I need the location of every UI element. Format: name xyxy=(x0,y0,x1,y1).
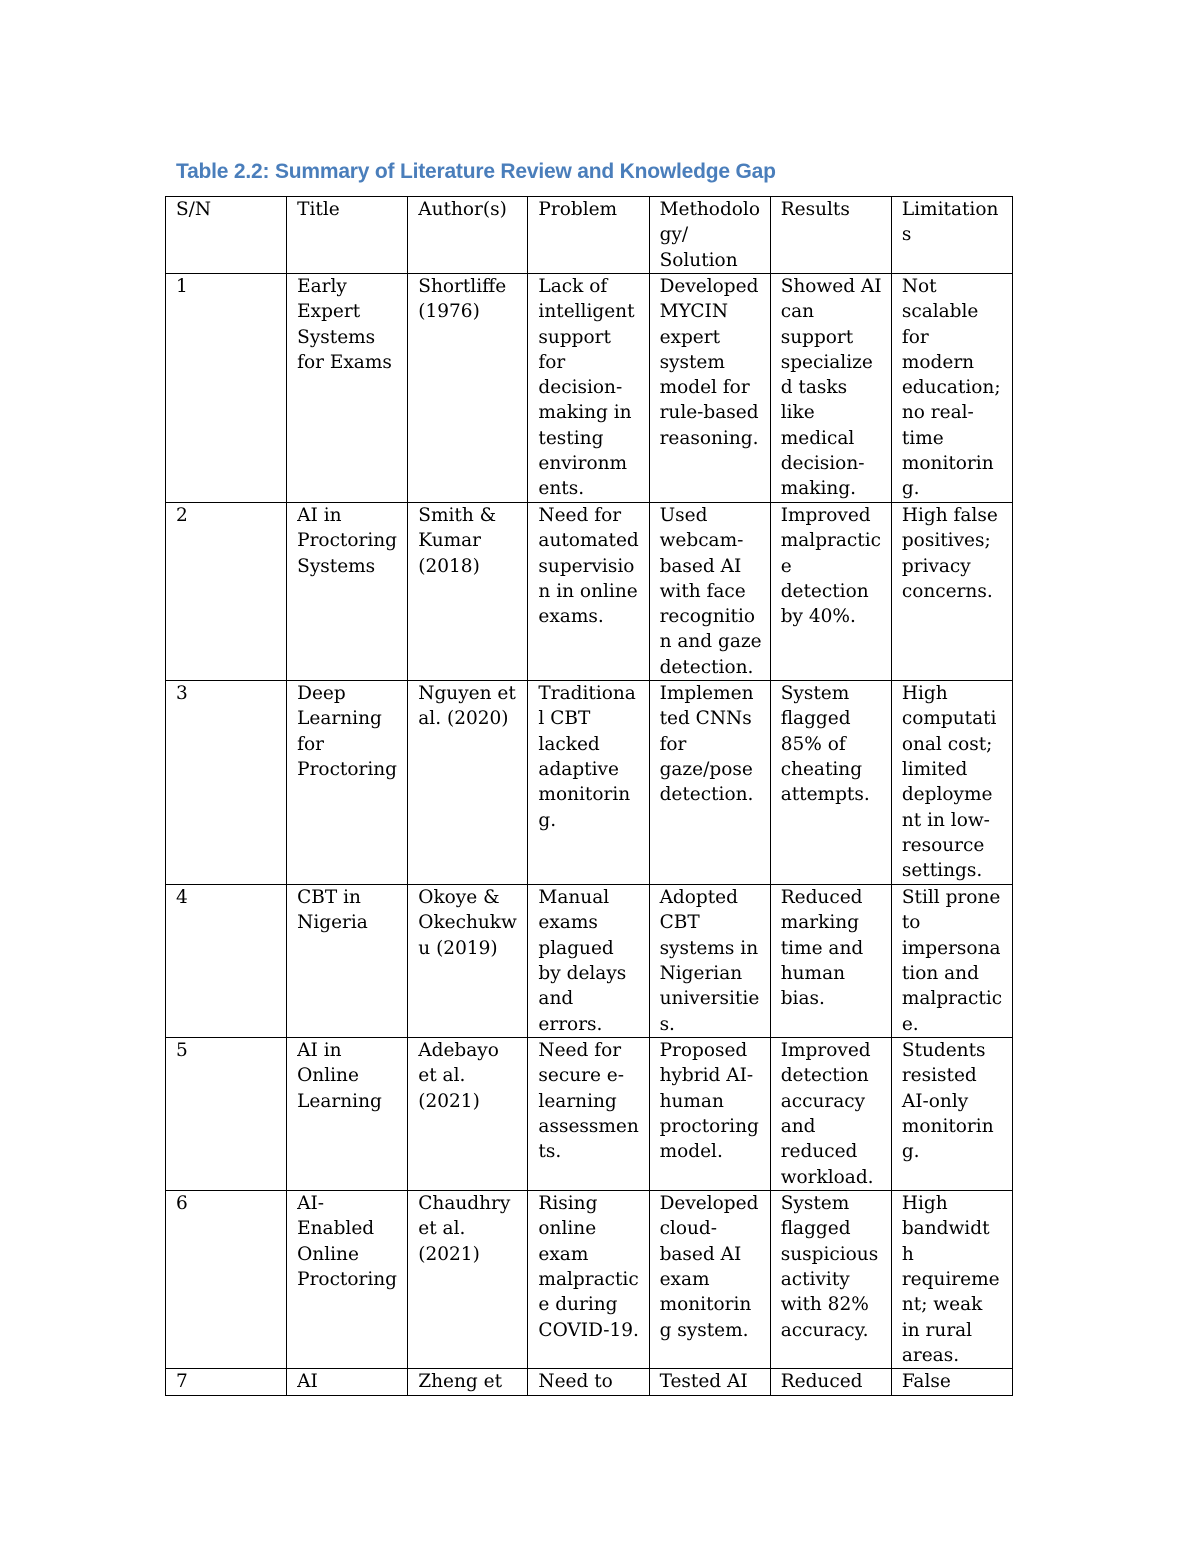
cell-authors: Adebayo et al. (2021) xyxy=(408,1038,528,1191)
cell-results: Reduced marking time and human bias. xyxy=(770,885,891,1038)
cell-results: System flagged 85% of cheating attempts. xyxy=(770,681,891,885)
header-title: Title xyxy=(287,197,408,274)
header-authors: Author(s) xyxy=(408,197,528,274)
cell-methodology: Proposed hybrid AI- human proctoring model. xyxy=(649,1038,770,1191)
cell-sn: 1 xyxy=(166,274,287,503)
cell-methodology: Adopted CBT systems in Nigerian universitie s. xyxy=(649,885,770,1038)
cell-limitations: High computati onal cost; limited deployme nt in low- resource settings. xyxy=(891,681,1012,885)
cell-limitations: Not scalable for modern education; no real- time monitorin g. xyxy=(891,274,1012,503)
cell-methodology: Tested AI xyxy=(649,1369,770,1396)
cell-title: AI in Online Learning xyxy=(287,1038,408,1191)
cell-results: Showed AI can support specialize d tasks like medical decision- making. xyxy=(770,274,891,503)
cell-limitations: High false positives; privacy concerns. xyxy=(891,503,1012,681)
cell-results: Reduced xyxy=(770,1369,891,1396)
cell-problem: Rising online exam malpractic e during COVID-19. xyxy=(528,1191,649,1369)
cell-title: AI- Enabled Online Proctoring xyxy=(287,1191,408,1369)
table-caption: Table 2.2: Summary of Literature Review and Knowledge Gap xyxy=(176,160,776,183)
table-row xyxy=(166,1369,1013,1396)
header-results: Results xyxy=(770,197,891,274)
cell-sn: 7 xyxy=(166,1369,287,1396)
cell-results: Improved malpractic e detection by 40%. xyxy=(770,503,891,681)
cell-authors: Chaudhry et al. (2021) xyxy=(408,1191,528,1369)
cell-title: Deep Learning for Proctoring xyxy=(287,681,408,885)
table-row xyxy=(166,274,1013,503)
table-row xyxy=(166,503,1013,681)
literature-review-table xyxy=(165,196,1013,1396)
cell-sn: 2 xyxy=(166,503,287,681)
table-row xyxy=(166,1038,1013,1191)
cell-authors: Smith & Kumar (2018) xyxy=(408,503,528,681)
cell-results: Improved detection accuracy and reduced workload. xyxy=(770,1038,891,1191)
cell-authors: Shortliffe (1976) xyxy=(408,274,528,503)
cell-methodology: Used webcam- based AI with face recognitio n and gaze detection. xyxy=(649,503,770,681)
cell-title: AI in Proctoring Systems xyxy=(287,503,408,681)
cell-authors: Nguyen et al. (2020) xyxy=(408,681,528,885)
cell-title: Early Expert Systems for Exams xyxy=(287,274,408,503)
cell-authors: Zheng et xyxy=(408,1369,528,1396)
cell-sn: 6 xyxy=(166,1191,287,1369)
cell-authors: Okoye & Okechukw u (2019) xyxy=(408,885,528,1038)
cell-title: CBT in Nigeria xyxy=(287,885,408,1038)
table-row xyxy=(166,681,1013,885)
cell-sn: 3 xyxy=(166,681,287,885)
cell-sn: 5 xyxy=(166,1038,287,1191)
cell-methodology: Implemen ted CNNs for gaze/pose detection. xyxy=(649,681,770,885)
cell-problem: Need for automated supervisio n in online exams. xyxy=(528,503,649,681)
table-row xyxy=(166,1191,1013,1369)
cell-limitations: High bandwidt h requireme nt; weak in rural areas. xyxy=(891,1191,1012,1369)
table-header-row xyxy=(166,197,1013,274)
header-sn: S/N xyxy=(166,197,287,274)
header-problem: Problem xyxy=(528,197,649,274)
cell-methodology: Developed cloud- based AI exam monitorin g system. xyxy=(649,1191,770,1369)
cell-methodology: Developed MYCIN expert system model for rule-based reasoning. xyxy=(649,274,770,503)
cell-problem: Manual exams plagued by delays and errors. xyxy=(528,885,649,1038)
cell-problem: Lack of intelligent support for decision- making in testing environm ents. xyxy=(528,274,649,503)
header-methodology: Methodolo gy/ Solution xyxy=(649,197,770,274)
cell-problem: Traditiona l CBT lacked adaptive monitorin g. xyxy=(528,681,649,885)
cell-limitations: Students resisted AI-only monitorin g. xyxy=(891,1038,1012,1191)
cell-title: AI xyxy=(287,1369,408,1396)
table-row xyxy=(166,885,1013,1038)
cell-problem: Need to xyxy=(528,1369,649,1396)
cell-results: System flagged suspicious activity with 82% accuracy. xyxy=(770,1191,891,1369)
cell-limitations: Still prone to impersona tion and malpractic e. xyxy=(891,885,1012,1038)
cell-limitations: False xyxy=(891,1369,1012,1396)
cell-problem: Need for secure e- learning assessmen ts. xyxy=(528,1038,649,1191)
header-limitations: Limitation s xyxy=(891,197,1012,274)
cell-sn: 4 xyxy=(166,885,287,1038)
